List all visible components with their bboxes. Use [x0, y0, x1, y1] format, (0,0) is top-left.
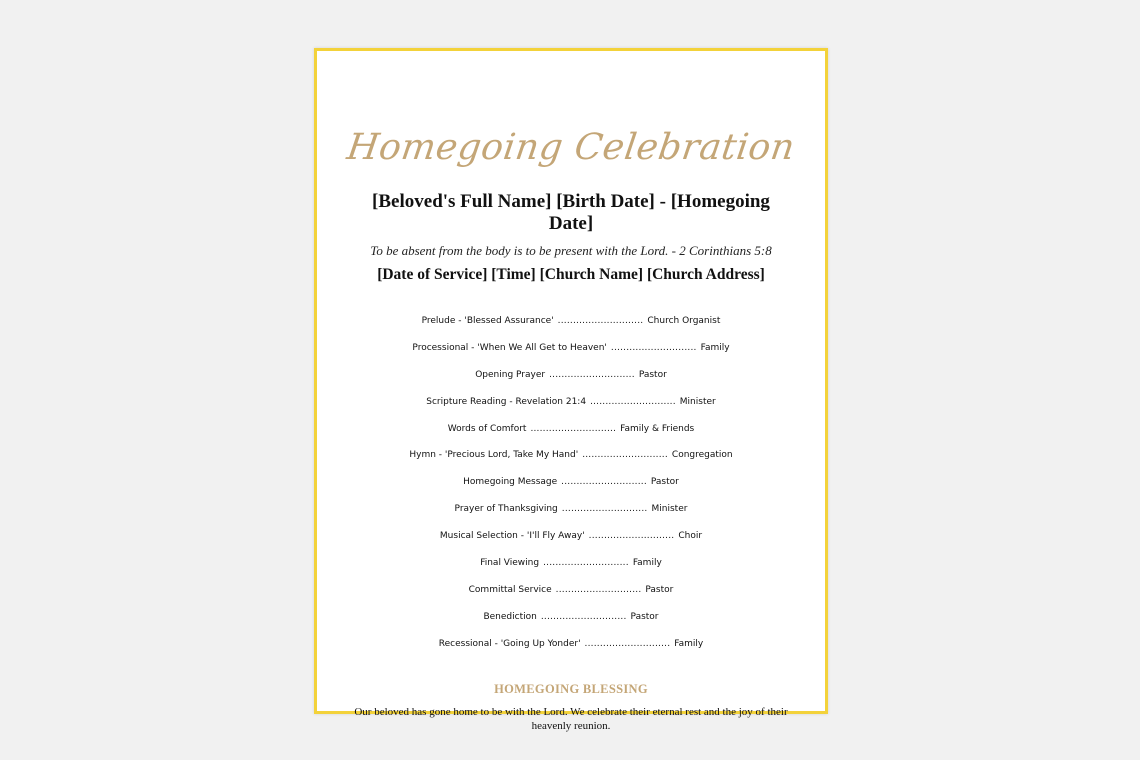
program-item-person: Family — [700, 342, 730, 353]
program-item-person: Family & Friends — [620, 423, 695, 434]
program-item-title: Words of Comfort — [447, 423, 527, 434]
program-item-processional — [317, 340, 825, 367]
program-item-title: Committal Service — [468, 584, 552, 595]
program-item-person: Family — [632, 558, 662, 569]
program-item-person: Pastor — [638, 369, 667, 380]
program-item-title: Final Viewing — [480, 558, 540, 569]
program-item-title: Hymn - 'Precious Lord, Take My Hand' — [409, 450, 579, 461]
program-item-leader: ............................ — [557, 316, 644, 326]
program-item-hymn — [317, 447, 825, 474]
blessing-heading: HOMEGOING BLESSING — [494, 682, 648, 696]
program-item-title: Scripture Reading - Revelation 21:4 — [426, 396, 587, 407]
program-item-leader: ............................ — [584, 638, 671, 649]
scripture-verse: To be absent from the body is to be present with the Lord. - 2 Corinthians 5:8 — [370, 243, 772, 258]
program-item-prayer-of-thanksgiving — [317, 501, 825, 528]
program-page — [314, 48, 828, 732]
program-item-benediction — [317, 609, 825, 636]
service-details: [Date of Service] [Time] [Church Name] [Church Address] — [377, 266, 765, 283]
order-of-service — [317, 313, 825, 663]
program-item-title: Prelude - 'Blessed Assurance' — [421, 316, 554, 326]
program-item-words-of-comfort — [317, 421, 825, 448]
program-item-leader: ............................ — [588, 531, 675, 542]
program-item-homegoing-message — [317, 474, 825, 501]
program-item-title: Prayer of Thanksgiving — [454, 504, 558, 515]
program-item-leader: ............................ — [561, 504, 648, 515]
program-item-title: Musical Selection - 'I'll Fly Away' — [439, 531, 585, 542]
program-item-person: Family — [674, 638, 704, 649]
program-item-person: Pastor — [645, 584, 674, 595]
program-item-title: Processional - 'When We All Get to Heaven' — [412, 342, 607, 353]
program-item-person: Church Organist — [647, 316, 721, 326]
program-item-leader: ............................ — [549, 369, 635, 380]
program-item-person: Minister — [651, 504, 688, 515]
program-item-scripture-reading — [317, 394, 825, 421]
blessing-text: Our beloved has gone home to be with the Lord. We celebrate their eternal rest and the joy of their heavenly reunion. — [354, 706, 788, 732]
program-item-leader: ............................ — [582, 450, 668, 461]
program-item-person: Choir — [678, 531, 703, 542]
beloved-name-title: [Beloved's Full Name] [Birth Date] - [Homegoing Date] — [372, 191, 770, 234]
program-item-recessional — [317, 636, 825, 663]
program-item-prelude — [317, 313, 825, 340]
program-item-title: Benediction — [483, 611, 537, 622]
program-item-person: Congregation — [671, 450, 733, 461]
program-item-opening-prayer — [317, 367, 825, 394]
program-item-leader: ............................ — [561, 477, 647, 488]
program-item-person: Pastor — [630, 611, 659, 622]
program-item-leader: ............................ — [540, 611, 627, 622]
program-item-committal-service — [317, 582, 825, 609]
program-item-title: Recessional - 'Going Up Yonder' — [438, 638, 581, 649]
program-item-person: Pastor — [650, 477, 679, 488]
program-item-musical-selection — [317, 528, 825, 555]
program-item-final-viewing — [317, 555, 825, 582]
script-title: Homegoing Celebration — [344, 127, 798, 168]
program-item-title: Homegoing Message — [463, 477, 558, 488]
program-item-leader: ............................ — [555, 584, 642, 595]
program-item-person: Minister — [679, 396, 716, 407]
program-item-leader: ............................ — [610, 342, 697, 353]
program-item-title: Opening Prayer — [475, 369, 546, 380]
program-item-leader: ............................ — [530, 423, 617, 434]
program-item-leader: ............................ — [543, 558, 629, 569]
program-item-leader: ............................ — [590, 396, 676, 407]
